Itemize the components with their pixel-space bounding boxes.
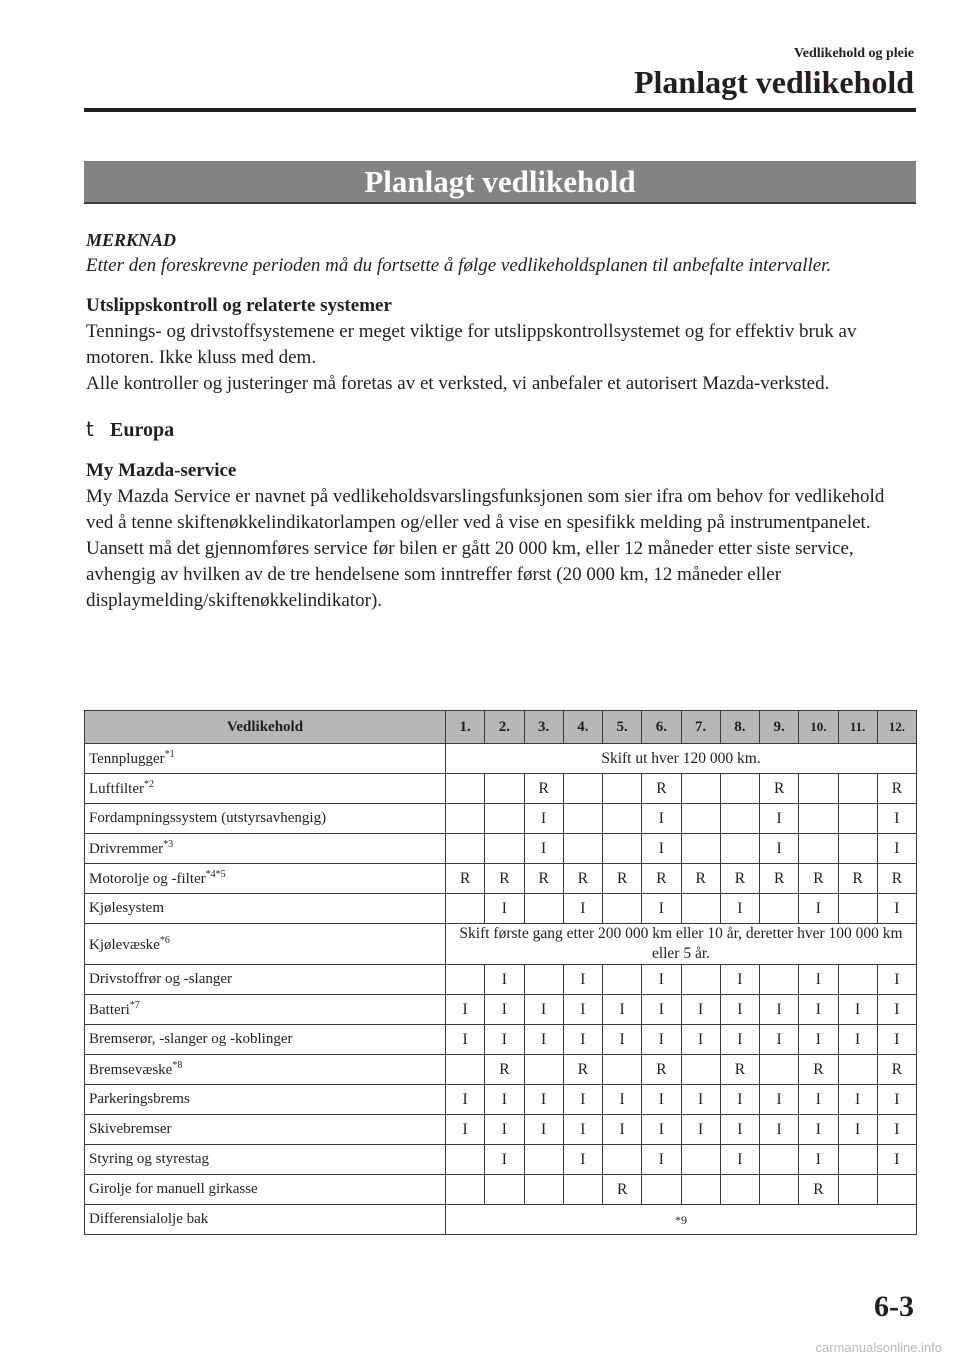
interval-mark: [485, 1175, 524, 1205]
interval-mark: I: [799, 1115, 838, 1145]
interval-mark: R: [563, 864, 602, 894]
header-cell-interval: 9.: [760, 711, 799, 744]
interval-mark: I: [877, 1145, 916, 1175]
item-label: Styring og styrestag: [89, 1151, 209, 1167]
interval-mark: [603, 894, 642, 924]
interval-mark: [681, 804, 720, 834]
header-cell-interval: 6.: [642, 711, 681, 744]
running-header-section: Vedlikehold og pleie: [793, 46, 914, 61]
interval-mark: [485, 774, 524, 804]
section-banner: Planlagt vedlikehold: [84, 161, 916, 204]
row-item-name: [85, 1055, 446, 1085]
interval-mark: R: [603, 1175, 642, 1205]
interval-mark: R: [877, 1055, 916, 1085]
interval-mark: I: [838, 995, 877, 1025]
interval-mark: [760, 894, 799, 924]
interval-mark: R: [799, 1055, 838, 1085]
interval-mark: [681, 1175, 720, 1205]
interval-mark: [681, 1055, 720, 1085]
footnote-ref: *8: [172, 1060, 183, 1071]
table-row: [85, 804, 917, 834]
interval-mark: I: [799, 995, 838, 1025]
interval-mark: I: [799, 894, 838, 924]
interval-mark: [838, 1145, 877, 1175]
row-item-name: [85, 965, 446, 995]
interval-mark: [681, 774, 720, 804]
interval-mark: [563, 774, 602, 804]
interval-mark: R: [485, 1055, 524, 1085]
item-label: Differensialolje bak: [89, 1211, 209, 1227]
service-paragraph-2: Uansett må det gjennomføres service før bilen er gått 20 000 km, eller 12 måneder etter siste service, avhengig av hvilken av de tre hendelsene som inntreffer først (20 000 km, 12 måneder eller displaymelding/skiftenøkkelindikator).: [86, 538, 854, 611]
interval-mark: I: [681, 1115, 720, 1145]
interval-mark: I: [877, 995, 916, 1025]
running-header-title: Planlagt vedlikehold: [633, 64, 914, 100]
interval-mark: R: [877, 864, 916, 894]
interval-mark: I: [760, 804, 799, 834]
table-row: [85, 834, 917, 864]
table-row: [85, 965, 917, 995]
interval-mark: [446, 834, 485, 864]
interval-mark: [603, 804, 642, 834]
interval-mark: I: [524, 1085, 563, 1115]
header-cell-interval: 2.: [485, 711, 524, 744]
interval-mark: I: [524, 804, 563, 834]
interval-mark: R: [799, 1175, 838, 1205]
header-cell-interval: 4.: [563, 711, 602, 744]
header-rule: [84, 108, 916, 112]
interval-mark: R: [642, 864, 681, 894]
interval-mark: [760, 1055, 799, 1085]
interval-mark: I: [799, 965, 838, 995]
item-label: Bremserør, -slanger og -koblinger: [89, 1031, 293, 1047]
interval-mark: I: [603, 995, 642, 1025]
interval-mark: R: [524, 864, 563, 894]
row-item-name: [85, 1085, 446, 1115]
interval-mark: [681, 834, 720, 864]
interval-mark: [446, 774, 485, 804]
item-label: Tennplugger: [89, 751, 165, 767]
footnote-ref: *6: [159, 934, 170, 946]
footnote-ref: *4*5: [205, 869, 226, 880]
item-label: Luftfilter: [89, 781, 144, 797]
interval-mark: I: [603, 1085, 642, 1115]
item-label: Fordampningssystem (utstyrsavhengig): [89, 810, 327, 826]
interval-mark: [838, 1055, 877, 1085]
interval-mark: I: [720, 1145, 759, 1175]
interval-mark: [485, 834, 524, 864]
interval-mark: I: [642, 834, 681, 864]
interval-mark: [524, 1055, 563, 1085]
header-cell-item: Vedlikehold: [85, 711, 446, 744]
interval-mark: [563, 1175, 602, 1205]
interval-mark: I: [446, 1085, 485, 1115]
interval-mark: [603, 774, 642, 804]
interval-mark: [524, 894, 563, 924]
item-label: Bremsevæske: [89, 1062, 173, 1078]
table-header-row: [85, 711, 917, 744]
item-label: Skivebremser: [89, 1121, 172, 1137]
interval-mark: R: [563, 1055, 602, 1085]
interval-mark: I: [563, 1115, 602, 1145]
item-label: Girolje for manuell girkasse: [89, 1181, 258, 1197]
interval-mark: [524, 1175, 563, 1205]
interval-mark: [642, 1175, 681, 1205]
interval-mark: I: [877, 834, 916, 864]
interval-mark: R: [720, 864, 759, 894]
table-row: [85, 894, 917, 924]
interval-mark: I: [877, 1115, 916, 1145]
interval-mark: [681, 894, 720, 924]
row-item-name: [85, 744, 446, 774]
interval-mark: I: [642, 1025, 681, 1055]
service-paragraph-1: My Mazda Service er navnet på vedlikeholdsvarslingsfunksjonen som sier ifra om behov for vedlikehold ved å tenne skiftenøkkelindikatorlampen og/eller ved å vise en spesifikk melding på instrumentpanelet.: [86, 486, 885, 533]
row-item-name: [85, 1175, 446, 1205]
interval-mark: [799, 804, 838, 834]
region-bullet-icon: t: [86, 417, 94, 441]
interval-mark: I: [485, 1115, 524, 1145]
interval-mark: [446, 804, 485, 834]
interval-mark: [760, 965, 799, 995]
row-item-name: [85, 834, 446, 864]
interval-mark: I: [485, 894, 524, 924]
service-heading: My Mazda-service: [86, 460, 237, 481]
interval-mark: I: [877, 1085, 916, 1115]
interval-mark: I: [642, 804, 681, 834]
interval-mark: [838, 834, 877, 864]
interval-mark: [720, 804, 759, 834]
interval-mark: I: [838, 1115, 877, 1145]
item-label: Drivremmer: [89, 841, 164, 857]
maintenance-schedule-table: [84, 710, 917, 1235]
interval-mark: I: [838, 1085, 877, 1115]
header-cell-interval: 1.: [446, 711, 485, 744]
interval-mark: I: [446, 995, 485, 1025]
interval-mark: [563, 804, 602, 834]
interval-mark: R: [485, 864, 524, 894]
interval-mark: I: [642, 995, 681, 1025]
span-cell: *9: [446, 1205, 917, 1235]
interval-mark: I: [720, 1025, 759, 1055]
interval-mark: I: [760, 834, 799, 864]
table-row: [85, 744, 917, 774]
interval-mark: I: [799, 1085, 838, 1115]
item-label: Kjølesystem: [89, 900, 164, 916]
interval-mark: R: [799, 864, 838, 894]
span-cell: Skift ut hver 120 000 km.: [446, 744, 917, 774]
item-label: Parkeringsbrems: [89, 1091, 190, 1107]
interval-mark: [603, 965, 642, 995]
header-cell-interval: 5.: [603, 711, 642, 744]
interval-mark: [799, 834, 838, 864]
table-row: [85, 924, 917, 965]
footnote-ref: *3: [163, 839, 174, 850]
interval-mark: I: [485, 1145, 524, 1175]
row-item-name: [85, 894, 446, 924]
table-row: [85, 1175, 917, 1205]
region-label: Europa: [110, 419, 175, 441]
table-row: [85, 995, 917, 1025]
interval-mark: I: [642, 894, 681, 924]
interval-mark: [877, 1175, 916, 1205]
emission-paragraph-2: Alle kontroller og justeringer må foretas av et verksted, vi anbefaler et autorisert Mazda-verksted.: [86, 373, 830, 394]
item-label: Motorolje og -filter: [89, 871, 206, 887]
row-item-name: [85, 995, 446, 1025]
interval-mark: R: [603, 864, 642, 894]
interval-mark: I: [877, 894, 916, 924]
interval-mark: I: [524, 834, 563, 864]
interval-mark: [838, 965, 877, 995]
note-heading: MERKNAD: [86, 230, 177, 250]
table-body: [85, 744, 917, 1235]
interval-mark: I: [563, 995, 602, 1025]
interval-mark: I: [720, 965, 759, 995]
interval-mark: [681, 965, 720, 995]
interval-mark: I: [877, 1025, 916, 1055]
interval-mark: I: [642, 1145, 681, 1175]
body-content: [86, 227, 916, 614]
interval-mark: [760, 1175, 799, 1205]
interval-mark: [603, 1055, 642, 1085]
interval-mark: I: [877, 965, 916, 995]
interval-mark: R: [524, 774, 563, 804]
interval-mark: I: [642, 965, 681, 995]
interval-mark: I: [799, 1025, 838, 1055]
row-item-name: [85, 924, 446, 965]
interval-mark: I: [485, 1085, 524, 1115]
interval-mark: R: [838, 864, 877, 894]
interval-mark: R: [446, 864, 485, 894]
table-row: [85, 1145, 917, 1175]
interval-mark: [720, 774, 759, 804]
header-cell-interval: 12.: [877, 711, 916, 744]
item-label: Kjølevæske: [89, 936, 160, 953]
interval-mark: I: [760, 995, 799, 1025]
interval-mark: I: [524, 1025, 563, 1055]
row-item-name: [85, 1025, 446, 1055]
table-row: [85, 864, 917, 894]
interval-mark: [838, 894, 877, 924]
interval-mark: I: [642, 1115, 681, 1145]
interval-mark: I: [563, 1085, 602, 1115]
region-heading: [86, 415, 916, 444]
interval-mark: [720, 834, 759, 864]
interval-mark: I: [485, 965, 524, 995]
interval-mark: R: [760, 774, 799, 804]
interval-mark: I: [485, 1025, 524, 1055]
interval-mark: [681, 1145, 720, 1175]
row-item-name: [85, 1145, 446, 1175]
header-cell-interval: 10.: [799, 711, 838, 744]
interval-mark: I: [681, 1085, 720, 1115]
interval-mark: I: [838, 1025, 877, 1055]
interval-mark: I: [720, 1085, 759, 1115]
interval-mark: I: [563, 894, 602, 924]
watermark: carmanualsonline.info: [815, 1340, 942, 1355]
interval-mark: R: [681, 864, 720, 894]
interval-mark: I: [563, 1145, 602, 1175]
header-cell-interval: 8.: [720, 711, 759, 744]
interval-mark: I: [642, 1085, 681, 1115]
header-cell-interval: 7.: [681, 711, 720, 744]
interval-mark: R: [642, 774, 681, 804]
interval-mark: R: [877, 774, 916, 804]
interval-mark: I: [720, 894, 759, 924]
interval-mark: [838, 774, 877, 804]
interval-mark: I: [720, 995, 759, 1025]
interval-mark: I: [760, 1025, 799, 1055]
interval-mark: [446, 1145, 485, 1175]
interval-mark: R: [642, 1055, 681, 1085]
row-item-name: [85, 1115, 446, 1145]
table-row: [85, 1085, 917, 1115]
footnote-ref: *1: [164, 749, 175, 760]
interval-mark: I: [603, 1115, 642, 1145]
interval-mark: I: [485, 995, 524, 1025]
row-item-name: [85, 774, 446, 804]
interval-mark: [524, 965, 563, 995]
item-label: Drivstoffrør og -slanger: [89, 971, 233, 987]
interval-mark: I: [446, 1025, 485, 1055]
interval-mark: [446, 1175, 485, 1205]
interval-mark: [446, 1055, 485, 1085]
interval-mark: [603, 834, 642, 864]
table-row: [85, 1205, 917, 1235]
interval-mark: I: [524, 1115, 563, 1145]
interval-mark: I: [681, 995, 720, 1025]
interval-mark: I: [603, 1025, 642, 1055]
row-item-name: [85, 1205, 446, 1235]
interval-mark: [485, 804, 524, 834]
interval-mark: I: [563, 965, 602, 995]
interval-mark: I: [877, 804, 916, 834]
interval-mark: [838, 804, 877, 834]
row-item-name: [85, 864, 446, 894]
interval-mark: I: [760, 1115, 799, 1145]
interval-mark: I: [681, 1025, 720, 1055]
interval-mark: I: [524, 995, 563, 1025]
emission-heading: Utslippskontroll og relaterte systemer: [86, 295, 392, 316]
note-text: Etter den foreskrevne perioden må du fortsette å følge vedlikeholdsplanen til anbefalte intervaller.: [86, 255, 832, 276]
interval-mark: I: [760, 1085, 799, 1115]
item-label: Batteri: [89, 1002, 130, 1018]
row-item-name: [85, 804, 446, 834]
table-row: [85, 1115, 917, 1145]
page-number: 6-3: [874, 1290, 914, 1323]
interval-mark: [603, 1145, 642, 1175]
interval-mark: I: [446, 1115, 485, 1145]
interval-mark: I: [720, 1115, 759, 1145]
interval-mark: [720, 1175, 759, 1205]
interval-mark: [446, 965, 485, 995]
span-cell: Skift første gang etter 200 000 km eller 10 år, deretter hver 100 000 km eller 5 år.: [446, 924, 917, 965]
interval-mark: [799, 774, 838, 804]
interval-mark: R: [720, 1055, 759, 1085]
interval-mark: R: [760, 864, 799, 894]
header-cell-interval: 11.: [838, 711, 877, 744]
interval-mark: [838, 1175, 877, 1205]
interval-mark: I: [563, 1025, 602, 1055]
table-row: [85, 1025, 917, 1055]
interval-mark: [446, 894, 485, 924]
interval-mark: I: [799, 1145, 838, 1175]
interval-mark: [524, 1145, 563, 1175]
emission-paragraph-1: Tennings- og drivstoffsystemene er meget viktige for utslippskontrollsystemet og for effektiv bruk av motoren. Ikke kluss med dem.: [86, 321, 857, 368]
footnote-ref: *2: [143, 779, 154, 790]
footnote-ref: *7: [129, 1000, 140, 1011]
interval-mark: [563, 834, 602, 864]
interval-mark: [760, 1145, 799, 1175]
table-row: [85, 1055, 917, 1085]
table-row: [85, 774, 917, 804]
header-cell-interval: 3.: [524, 711, 563, 744]
